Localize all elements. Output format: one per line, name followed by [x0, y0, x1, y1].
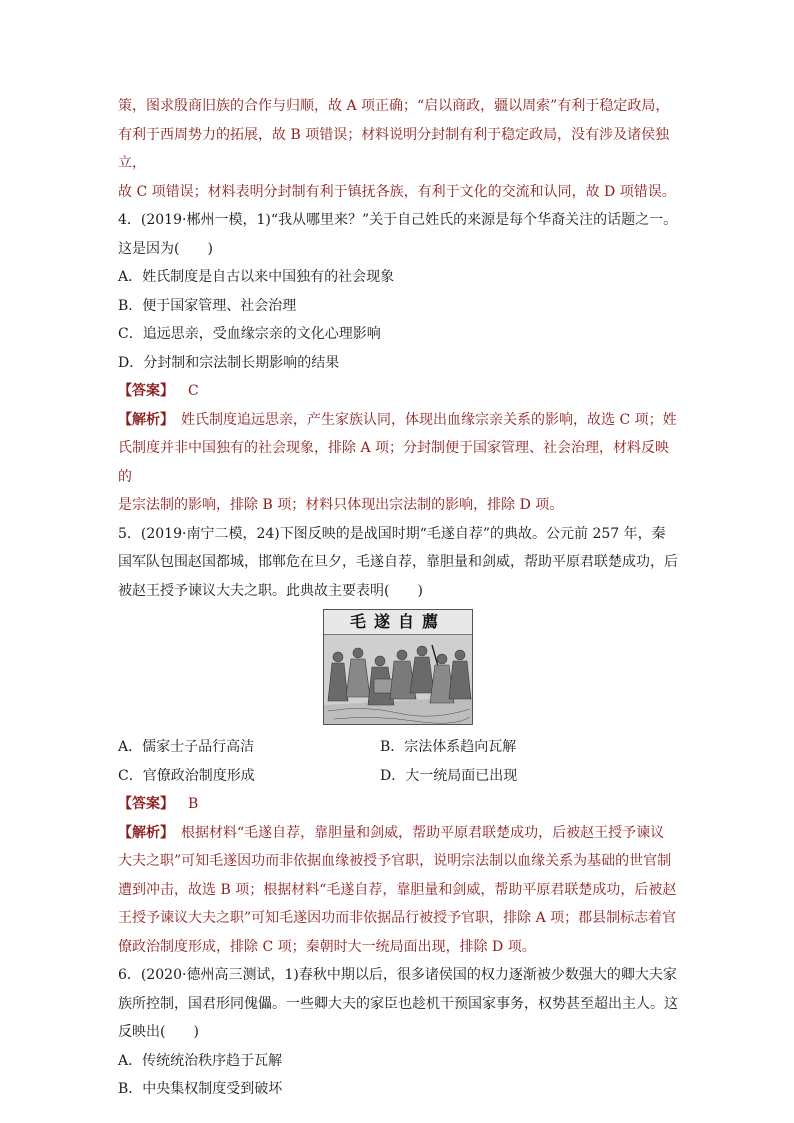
question-5 — [118, 520, 678, 962]
question-stem: 6．(2020·德州高三测试，1)春秋中期以后，很多诸侯国的权力逐渐被少数强大的卿大夫家 — [118, 967, 677, 983]
analysis-line — [118, 819, 678, 848]
analysis-line: 僚政治制度形成，排除 C 项；秦朝时大一统局面出现，排除 D 项。 — [118, 938, 536, 955]
analysis-line: 遭到冲击，故选 B 项；根据材料“毛遂自荐，靠胆量和剑威，帮助平原君联楚成功，后被赵 — [118, 881, 677, 898]
analysis-line — [118, 406, 678, 435]
illustration-figures-icon — [324, 635, 472, 725]
option-a: A．传统统治秩序趋于瓦解 — [118, 1052, 283, 1069]
option-b: B．中央集权制度受到破坏 — [118, 1081, 283, 1097]
options-row-1 — [118, 733, 678, 762]
analysis-label: 【解析】 — [118, 824, 167, 841]
option-c: C．追远思亲，受血缘宗亲的文化心理影响 — [118, 326, 381, 342]
document-page — [118, 92, 678, 1104]
question-6 — [118, 961, 678, 1104]
question-stem: 这是因为( ) — [118, 240, 213, 257]
question-stem: 被赵王授予谏议大夫之职。此典故主要表明( ) — [118, 582, 423, 599]
intro-line: 有利于西周势力的拓展，故 B 项错误；材料说明分封制有利于稳定政局，没有涉及诸侯独立， — [118, 126, 670, 171]
analysis-line: 是宗法制的影响，排除 B 项；材料只体现出宗法制的影响，排除 D 项。 — [118, 497, 564, 513]
answer-line — [118, 790, 678, 819]
option-a: A．姓氏制度是自古以来中国独有的社会现象 — [118, 269, 395, 285]
option-b: B．宗法体系趋向瓦解 — [380, 739, 517, 755]
question-4 — [118, 206, 678, 520]
options-row-2 — [118, 762, 678, 791]
question-stem: 4．(2019·郴州一模，1)“我从哪里来？”关于自己姓氏的来源是每个华裔关注的话题之一。 — [118, 212, 678, 228]
mao-sui-illustration — [323, 609, 473, 725]
option-d: D．大一统局面已出现 — [380, 767, 518, 784]
analysis-text: 姓氏制度追远思亲，产生家族认同，体现出血缘宗亲关系的影响，故选 C 项；姓 — [167, 411, 677, 428]
question-stem: 族所控制，国君形同傀儡。一些卿大夫的家臣也趁机干预国家事务，权势甚至超出主人。这 — [118, 995, 678, 1012]
analysis-line: 大夫之职”可知毛遂因功而非依据血缘被授予官职，说明宗法制以血缘关系为基础的世官制 — [118, 853, 672, 869]
answer-line — [118, 377, 678, 406]
option-a: A．儒家士子品行高洁 — [118, 739, 255, 755]
illustration-title: 毛遂自薦 — [324, 610, 472, 635]
question-stem: 5．(2019·南宁二模，24)下图反映的是战国时期“毛遂自荐”的典故。公元前 257 年，秦 — [118, 525, 666, 542]
option-b: B．便于国家管理、社会治理 — [118, 297, 297, 314]
analysis-line: 王授予谏议大夫之职”可知毛遂因功而非依据品行被授予官职，排除 A 项；郡县制标志着官 — [118, 910, 677, 926]
answer-value: C — [188, 383, 199, 399]
intro-line: 策，图求殷商旧族的合作与归顺，故 A 项正确；“启以商政，疆以周索”有利于稳定政局， — [118, 98, 670, 114]
analysis-label: 【解析】 — [118, 411, 167, 428]
question-stem: 国军队包围赵国都城，邯郸危在旦夕，毛遂自荐，靠胆量和剑威，帮助平原君联楚成功，后 — [118, 554, 678, 570]
answer-label: 【答案】 — [118, 383, 174, 399]
answer-value: B — [188, 796, 199, 812]
answer-label: 【答案】 — [118, 796, 174, 812]
analysis-text: 根据材料“毛遂自荐，靠胆量和剑威，帮助平原君联楚成功，后被赵王授予谏议 — [167, 824, 665, 841]
question-stem: 反映出( ) — [118, 1024, 199, 1040]
option-d: D．分封制和宗法制长期影响的结果 — [118, 354, 340, 371]
intro-line: 故 C 项错误；材料表明分封制有利于镇抚各族，有利于文化的交流和认同，故 D 项错误。 — [118, 183, 676, 200]
option-c: C．官僚政治制度形成 — [118, 767, 255, 784]
intro-explanation — [118, 92, 678, 206]
analysis-line: 氏制度并非中国独有的社会现象，排除 A 项；分封制便于国家管理、社会治理，材料反映的 — [118, 440, 670, 485]
